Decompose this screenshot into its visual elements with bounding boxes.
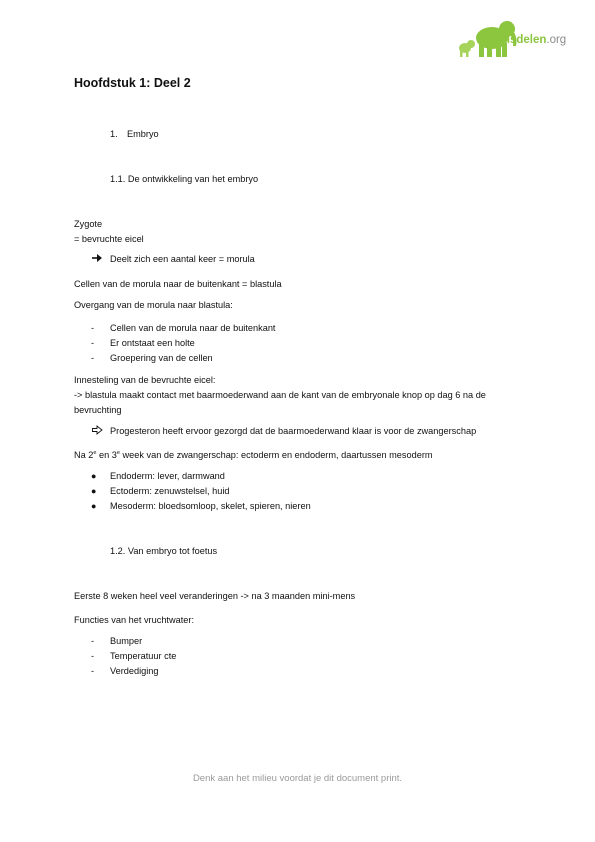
footer-note: Denk aan het milieu voordat je dit document print. xyxy=(192,773,403,784)
week-line xyxy=(74,447,433,461)
list-item: Bumper xyxy=(110,636,143,646)
section-1-heading: Embryo xyxy=(127,129,159,139)
dash-icon: - xyxy=(91,636,95,646)
innesteling-line-2: bevruchting xyxy=(74,405,122,415)
innesteling-heading: Innesteling van de bevruchte eicel: xyxy=(74,375,216,385)
dash-icon: - xyxy=(91,323,95,333)
logo-suffix: .org xyxy=(546,34,567,46)
list-item: Endoderm: lever, darmwand xyxy=(110,471,225,481)
bullet-dot-icon: ● xyxy=(91,501,97,511)
bullet-dot-icon: ● xyxy=(91,471,97,481)
list-item: Verdediging xyxy=(110,666,159,676)
week-line-pre: Na 2 xyxy=(74,450,94,460)
outline-arrow-icon xyxy=(92,425,103,438)
dash-icon: - xyxy=(91,651,95,661)
dash-icon: - xyxy=(91,338,95,348)
logo-name: Kennisdelen xyxy=(478,34,547,46)
dash-icon: - xyxy=(91,666,95,676)
arrow-item-progesteron: Progesteron heeft ervoor gezorgd dat de baarmoederwand klaar is voor de zwangerschap xyxy=(110,426,477,436)
page-title: Hoofdstuk 1: Deel 2 xyxy=(74,76,191,90)
week-line-sup-2: e xyxy=(116,450,120,456)
blastula-line: Cellen van de morula naar de buitenkant = blastula xyxy=(74,279,282,289)
list-item: Mesoderm: bloedsomloop, skelet, spieren, nieren xyxy=(110,501,311,511)
arrow-item-morula: Deelt zich een aantal keer = morula xyxy=(110,254,255,264)
arrow-right-icon xyxy=(92,253,103,266)
zygote-line-2: = bevruchte eicel xyxy=(74,234,144,244)
section-1-2-heading: 1.2. Van embryo tot foetus xyxy=(110,546,218,556)
week-line-post: week van de zwangerschap: ectoderm en endoderm, daartussen mesoderm xyxy=(119,450,433,460)
list-item: Temperatuur cte xyxy=(110,651,177,661)
zygote-line-1: Zygote xyxy=(74,219,103,229)
section-1-1-heading: 1.1. De ontwikkeling van het embryo xyxy=(110,174,259,184)
overgang-heading: Overgang van de morula naar blastula: xyxy=(74,300,233,310)
week-line-mid: en 3 xyxy=(96,450,117,460)
functies-heading: Functies van het vruchtwater: xyxy=(74,615,195,625)
list-item: Er ontstaat een holte xyxy=(110,338,195,348)
dash-icon: - xyxy=(91,353,95,363)
section-1-number: 1. xyxy=(110,129,118,139)
list-item: Groepering van de cellen xyxy=(110,353,213,363)
list-item: Ectoderm: zenuwstelsel, huid xyxy=(110,486,230,496)
eerste-line: Eerste 8 weken heel veel veranderingen -> na 3 maanden mini-mens xyxy=(74,591,356,601)
week-line-sup-1: e xyxy=(93,450,97,456)
logo-wordmark xyxy=(478,34,566,46)
innesteling-line-1: -> blastula maakt contact met baarmoederwand aan de kant van de embryonale knop op dag 6 na de xyxy=(74,390,486,400)
list-item: Cellen van de morula naar de buitenkant xyxy=(110,323,276,333)
bullet-dot-icon: ● xyxy=(91,486,97,496)
